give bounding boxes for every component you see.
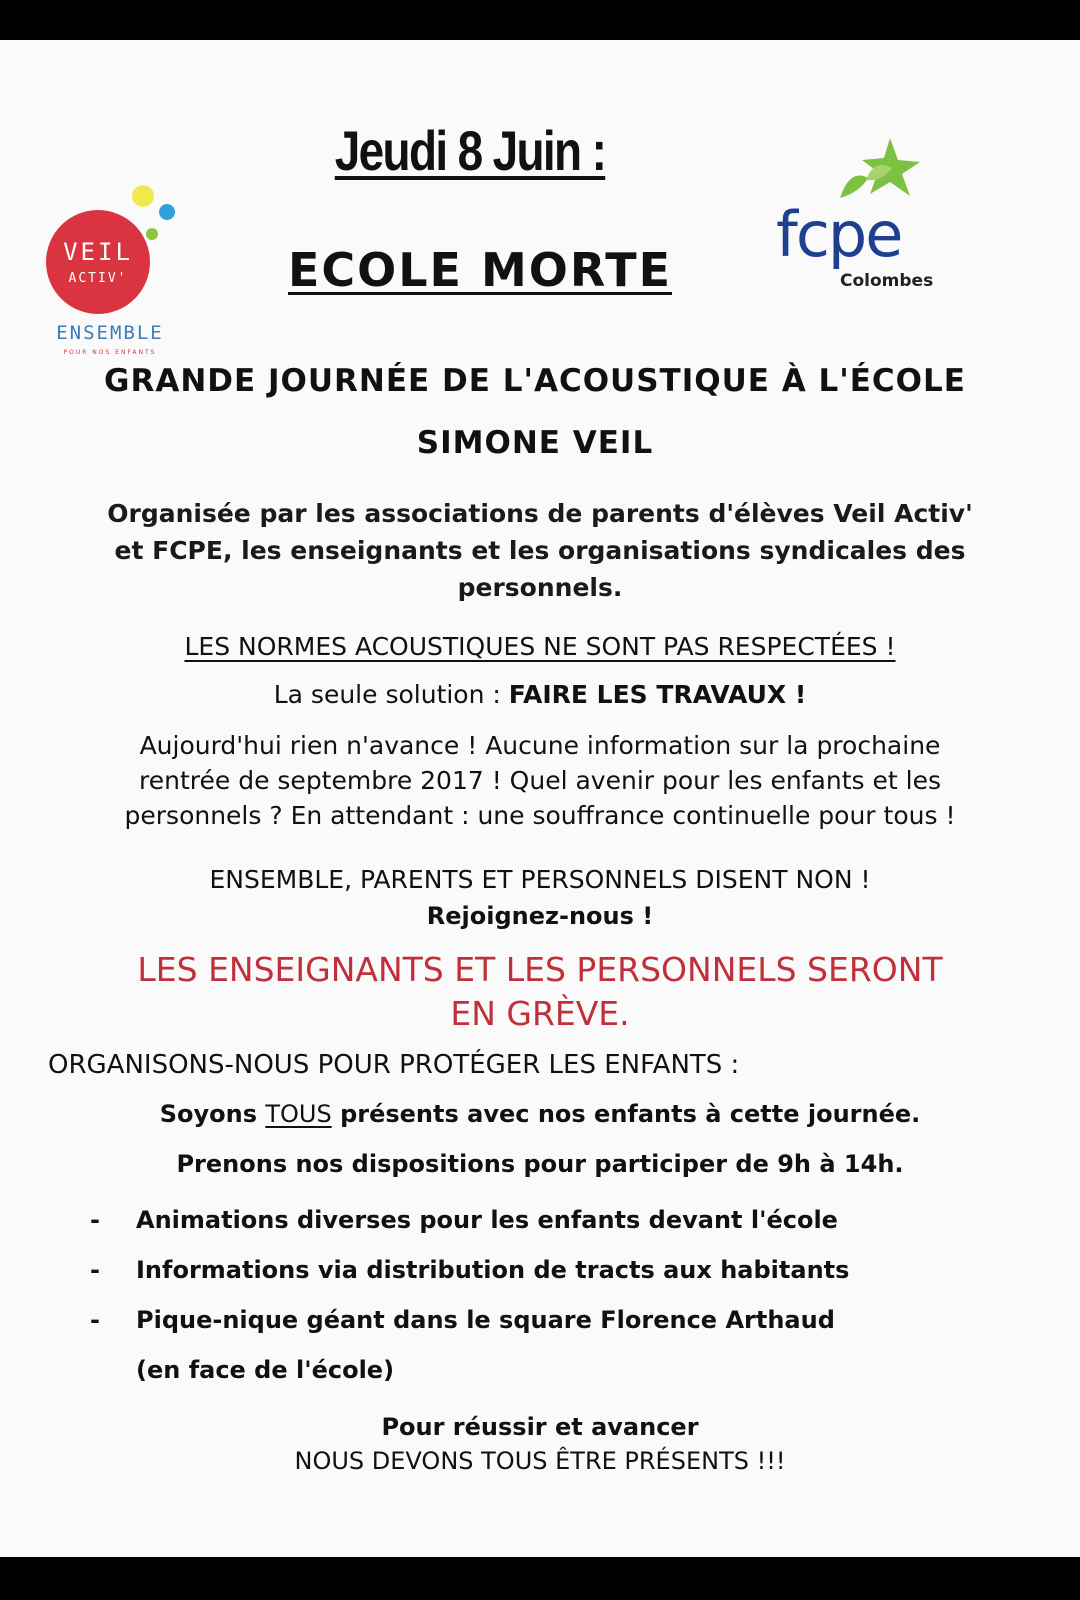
- strike-notice: [30, 948, 1050, 1036]
- fcpe-logo: [770, 128, 970, 298]
- veil-activ-logo: [30, 130, 190, 360]
- logo-ensemble-word: ENSEMBLE: [56, 322, 164, 344]
- top-black-bar: [0, 0, 1080, 40]
- logo-circle-text-2: ACTIV': [68, 271, 128, 286]
- organizers-paragraph: [40, 495, 1040, 606]
- closing-line-1: Pour réussir et avancer: [381, 1413, 699, 1441]
- subtitle: [30, 350, 1040, 474]
- together-line: ENSEMBLE, PARENTS ET PERSONNELS DISENT NON !: [209, 865, 871, 894]
- logo-fcpe-word: fcpe: [776, 198, 902, 271]
- activities-list: [90, 1195, 1040, 1395]
- list-item: [90, 1295, 1040, 1345]
- list-bullet: -: [90, 1306, 100, 1334]
- together-block: [40, 862, 1040, 934]
- solution-emphasis: FAIRE LES TRAVAUX !: [508, 680, 807, 709]
- strike-line-1: LES ENSEIGNANTS ET LES PERSONNELS SERONT: [137, 950, 943, 989]
- schedule-line: Prenons nos dispositions pour participer de 9h à 14h.: [176, 1150, 904, 1178]
- list-item: [90, 1245, 1040, 1295]
- closing-block: [40, 1410, 1040, 1478]
- all-present-line: [40, 1100, 1040, 1128]
- logo-tagline: POUR NOS ENFANTS: [63, 349, 157, 356]
- organize-heading: ORGANISONS-NOUS POUR PROTÉGER LES ENFANTS :: [48, 1050, 740, 1080]
- logo-star-icon: [862, 138, 920, 196]
- list-item-text: Informations via distribution de tracts aux habitants: [136, 1256, 850, 1284]
- organizers-line-2: et FCPE, les enseignants et les organisations syndicales des: [114, 536, 966, 565]
- closing-line-2: NOUS DEVONS TOUS ÊTRE PRÉSENTS !!!: [294, 1447, 786, 1475]
- list-item: [90, 1195, 1040, 1245]
- main-title: ECOLE MORTE: [287, 243, 673, 297]
- bottom-black-bar: [0, 1557, 1080, 1600]
- list-item-text: Pique-nique géant dans le square Florence Arthaud: [136, 1306, 835, 1334]
- subtitle-line-2: SIMONE VEIL: [416, 425, 654, 461]
- list-bullet: -: [90, 1206, 100, 1234]
- all-present-suffix: présents avec nos enfants à cette journée.: [340, 1100, 921, 1128]
- strike-line-2: EN GRÈVE.: [450, 994, 630, 1033]
- norms-heading: LES NORMES ACOUSTIQUES NE SONT PAS RESPECTÉES !: [184, 632, 896, 661]
- subtitle-line-1: GRANDE JOURNÉE DE L'ACOUSTIQUE À L'ÉCOLE: [104, 363, 966, 399]
- status-line-1: Aujourd'hui rien n'avance ! Aucune information sur la prochaine: [139, 731, 941, 760]
- date-title: Jeudi 8 Juin :: [334, 119, 606, 182]
- logo-dot-blue: [159, 204, 175, 220]
- logo-dot-yellow: [132, 185, 154, 207]
- list-bullet: -: [90, 1256, 100, 1284]
- logo-leaf-icon: [840, 176, 868, 199]
- logo-circle-text-1: VEIL: [63, 238, 133, 266]
- status-paragraph: [40, 728, 1040, 833]
- organizers-line-1: Organisée par les associations de parents d'élèves Veil Activ': [107, 499, 973, 528]
- join-us-line: Rejoignez-nous !: [426, 902, 654, 930]
- solution-prefix: La seule solution :: [273, 680, 501, 709]
- status-line-2: rentrée de septembre 2017 ! Quel avenir pour les enfants et les: [139, 766, 941, 795]
- logo-dot-green: [146, 228, 158, 240]
- list-item-text: Animations diverses pour les enfants devant l'école: [136, 1206, 838, 1234]
- organizers-line-3: personnels.: [457, 573, 623, 602]
- logo-city: Colombes: [840, 271, 934, 291]
- all-present-prefix: Soyons: [159, 1100, 257, 1128]
- list-item-note: (en face de l'école): [136, 1356, 395, 1384]
- flyer-page: [0, 40, 1080, 1557]
- all-present-emphasis: TOUS: [265, 1100, 332, 1128]
- status-line-3: personnels ? En attendant : une souffrance continuelle pour tous !: [124, 801, 956, 830]
- solution-line: [40, 680, 1040, 709]
